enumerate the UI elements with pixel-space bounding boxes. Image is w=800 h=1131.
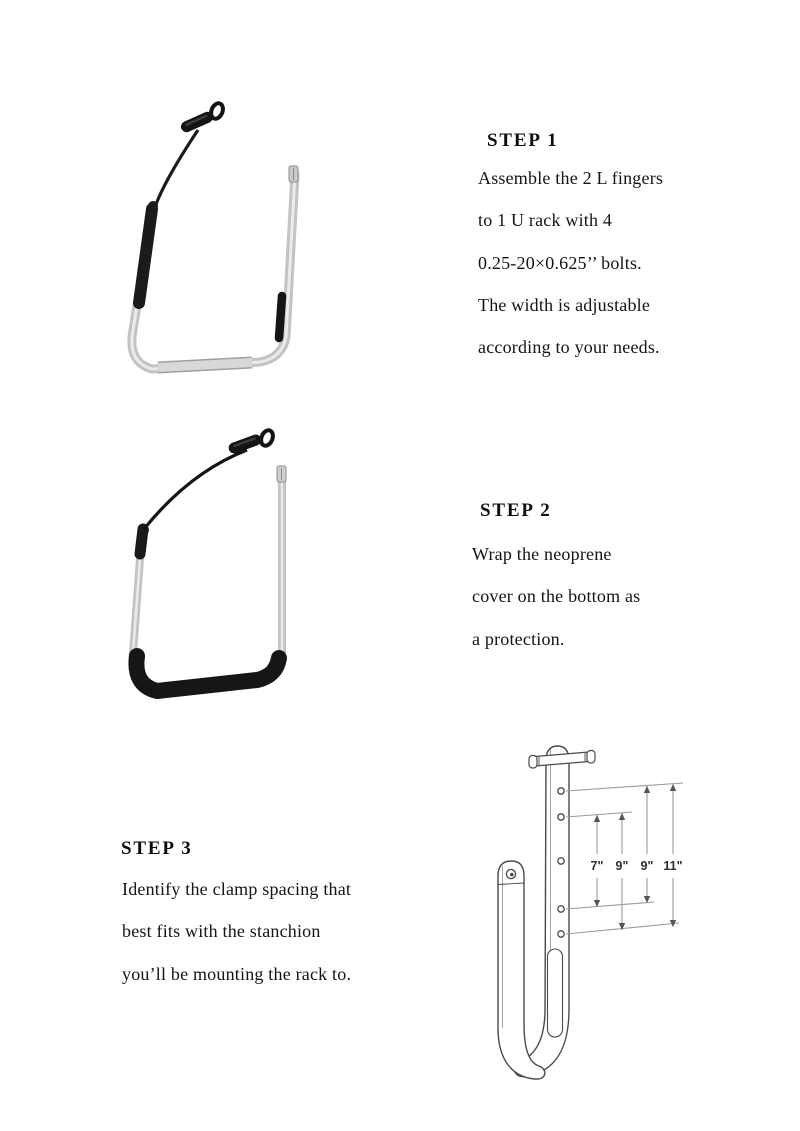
step2-text: [472, 533, 640, 660]
webbing-strap: [139, 209, 152, 303]
rear-arm-clip: [289, 166, 298, 182]
dimension-label: 7": [590, 859, 604, 873]
step2-heading: STEP 2: [480, 500, 552, 521]
bungee-loop: [209, 102, 225, 121]
bungee-cord: [144, 450, 247, 529]
step2-line: a protection.: [472, 628, 565, 649]
dimension-label: 11": [663, 859, 683, 873]
step3-block: [120, 838, 380, 998]
dimension-label: 9": [640, 859, 654, 873]
rack-photo-step2: [100, 420, 360, 720]
step1-heading: STEP 1: [487, 130, 559, 151]
rack-neoprene-illustration: [100, 420, 360, 720]
step2-line: cover on the bottom as: [472, 586, 641, 607]
dimension-diagram: [435, 725, 755, 1095]
step1-line: according to your needs.: [478, 337, 660, 358]
adjustable-sleeve: [158, 363, 252, 368]
rack-photo-step1: [100, 90, 360, 400]
neoprene-cover: [136, 656, 279, 691]
step1-line: 0.25-20×0.625’’ bolts.: [478, 252, 642, 273]
bungee-cord: [155, 130, 198, 207]
rear-arm-black-section: [279, 296, 282, 338]
step1-line: The width is adjustable: [478, 294, 651, 315]
lower-sleeve: [548, 949, 563, 1037]
step1-line: to 1 U rack with 4: [478, 210, 613, 231]
dimension-label: 9": [615, 859, 629, 873]
step3-text: [122, 868, 351, 995]
rear-arm-clip: [277, 466, 286, 482]
step2-line: Wrap the neoprene: [472, 544, 612, 564]
bungee-loop: [259, 429, 275, 448]
rack-bare-illustration: [100, 90, 360, 400]
step1-text: [478, 157, 663, 368]
step3-line: you’ll be mounting the rack to.: [122, 963, 352, 984]
step3-line: best fits with the stanchion: [122, 921, 321, 942]
step1-block: [478, 130, 698, 390]
step3-line: Identify the clamp spacing that: [122, 879, 352, 899]
clamp-spacing-drawing: [435, 725, 755, 1095]
mount-hole-center: [510, 873, 514, 877]
step2-block: [472, 500, 692, 670]
step1-line: Assemble the 2 L fingers: [478, 168, 664, 188]
dimension-labels: [586, 854, 686, 878]
step3-heading: STEP 3: [121, 838, 193, 859]
u-rack-tube: [132, 472, 282, 692]
cord-anchor: [148, 201, 158, 211]
